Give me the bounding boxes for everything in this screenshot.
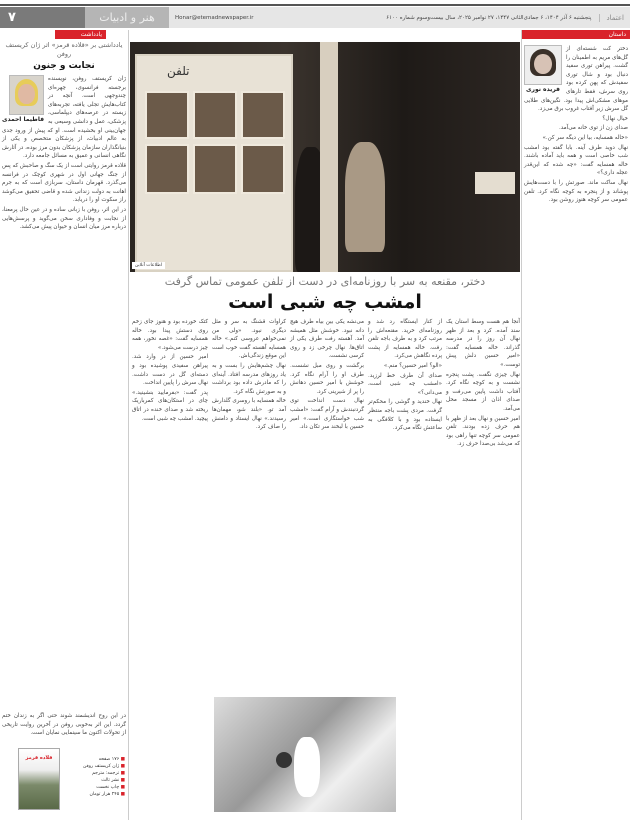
newspaper-logo: اعتماد bbox=[599, 14, 624, 22]
paragraph: کراوات قشنگ به سر و مثل دیگری نبود. «ولی من نمی‌خواهم عروسی کنم.» خاله همسایه آهسته گفت خوب است این موقع زندگی‌اش. bbox=[212, 319, 286, 360]
column-tag-story: داستان bbox=[522, 30, 630, 39]
paragraph: خیال نهال؟ bbox=[602, 115, 628, 122]
note-closing: در این روح اندیشمند شوند حتی اگر به زندان ختم گردد. این اثر به‌خوبی روفن در آخرین روایت تاریخی از تحولات اکنون ما سینمایی نمایان است. bbox=[2, 713, 126, 737]
phone-booth: تلفن bbox=[135, 54, 293, 272]
paragraph: برگشت و روی مبل نشست. طرف او را آرام نگاه کرد. خوشش با امیر حسین دهانش را پر از شیرینی کرد. bbox=[290, 362, 364, 395]
paragraph: «الو؟ امیر حسین؟ منم.» bbox=[383, 362, 442, 369]
doll-photo bbox=[214, 697, 396, 812]
paragraph: نهال ساکت ماند. صورتش را با دست‌هایش پوشاند و از پنجره به کوچه نگاه کرد. تلفن عمومی سر کوچه هنوز روشن بود. bbox=[524, 179, 628, 204]
paragraph: در این اثر، روفن با زبانی ساده و در عین حال پرمعنا، از نجابت و وفاداری سخن می‌گوید و پرسش‌هایی درباره مرز میان انسان و حیوان پیش می‌کشد. bbox=[2, 206, 126, 231]
paragraph: آنجا هم هست وسط استان یک سند آمده. کرد و بعد از ظهر نهال آن روز را در مدرسه گذراند. خاله همسایه گفت: «امیر حسین دلش پیش توست.» bbox=[446, 319, 520, 368]
paragraph: می‌نشه یکی بین بیاه طرف هیچ دانه نبود. خوشش مثل همیشه آمد. آهسته رفت طرف یکی از اتاق‌ها. نهال چرخی زد و روی کرسی نشست. bbox=[290, 319, 364, 360]
photo-credit: اطلاعات آنلاین bbox=[132, 262, 165, 269]
paragraph: امیر حسین و نهال بعد از ظهر با هم حرف زده بودند. تلفن عمومی سر کوچه تنها راهی بود که می‌شد بی‌صدا حرف زد. bbox=[446, 415, 520, 448]
author-photo bbox=[9, 75, 44, 115]
paragraph: ژان کریستف روفن، نویسنده برجسته فرانسوی، چهره‌ای چندوجهی است. آنچه در کتاب‌هایش تجلی یافته، تجربه‌های زیسته در عرصه‌های دیپلماسی، پزشکی، عمل و دانشی وسیعی به جهان‌بینی او بخشیده است. او که پیش از ورود جدی به عالم ادبیات، از پزشکان متخصص و یکی از بنیانگذاران سازمان پزشکان بدون مرز بوده، در آثارش نگاهی انسانی و عمیق به مسائل جامعه دارد. bbox=[1, 76, 126, 160]
page-header bbox=[0, 7, 630, 28]
phone-booth-photo bbox=[130, 42, 520, 272]
column-divider bbox=[521, 30, 522, 820]
column-tag-note: یادداشت bbox=[55, 30, 106, 39]
issue-date: پنجشنبه ۶ آذر ۱۴۰۴، ۶ جمادی‌الثانی ۱۴۴۷، ۲۷ نوامبر ۲۰۲۵، سال بیست‌وسوم شماره ۶۱۰۰ bbox=[386, 14, 592, 21]
article-column bbox=[132, 318, 208, 424]
paragraph: از کنار ایستگاه رد شد و روزنامه‌ای خرید. مقنعه‌اش را مرتب کرد و به طرف باجه تلفن رفت. خاله همسایه از پشت پرده نگاهش می‌کرد. bbox=[368, 319, 442, 360]
paragraph: پدر گفت: «بفرمایید بنشینید.» چای در استکان‌های کمرباریک ریخته شد و صدای خنده در اتاق پیچید. امشب چه شبی است. bbox=[132, 389, 208, 422]
author-box bbox=[2, 75, 44, 124]
column-divider bbox=[128, 30, 129, 820]
book-cover: قلاده قرمز bbox=[18, 748, 60, 810]
paragraph: صدای آن طرف خط لرزید. «امشب چه شبی است، می‌دانی؟» bbox=[368, 372, 442, 396]
email-link[interactable]: Honar@etemadnewspaper.ir bbox=[175, 14, 254, 21]
page-number: ۷ bbox=[0, 7, 85, 28]
paragraph: نهال دست انداخت توی گردنبندش و آرام گفت: «امشب شب خواستگاری است.» امیر حسین با لبخند سر تکان داد. bbox=[290, 398, 364, 431]
note-body bbox=[2, 75, 126, 233]
note-title: نجابت و جنون bbox=[33, 61, 95, 71]
article-column bbox=[368, 318, 442, 434]
article-headline: امشب چه شبی است bbox=[228, 291, 422, 313]
paragraph: نهال خندید و گوشی را محکم‌تر گرفت. مردی پشت باجه منتظر ایستاده بود و با کلافگی به ساعتش نگاه می‌کرد. bbox=[368, 399, 442, 432]
paragraph: قلاده قرمز روایتی است از یک سگ و صاحبش که پس از جنگ جهانی اول در شهری کوچک در فرانسه می‌گذرد. قهرمان داستان، سربازی است که به جرم اهانت به دولت زندانی شده و قاضی تحقیق می‌کوشد راز سکوت او را دریابد. bbox=[2, 162, 126, 204]
paragraph: نهال چیزی نگفت. پشت پنجره نشست و به کوچه نگاه کرد. آفتاب داشت پایین می‌رفت و صدای اذان از مسجد محل می‌آمد. bbox=[446, 371, 520, 412]
author-photo bbox=[524, 45, 562, 85]
paragraph: کتک خورده بود و هنوز جای زخم روی دستش پیدا بود. خاله همسایه گفت: «غصه نخور، همه چیز درست می‌شود.» bbox=[132, 319, 208, 351]
note-kicker: یادداشتی بر «قلاده قرمز» اثر ژان کریستف روفن bbox=[5, 41, 123, 58]
story-body bbox=[524, 45, 628, 206]
header-info-bar bbox=[169, 7, 630, 28]
paragraph: امیر حسین از در وارد شد. پیراهن سفیدی پوشیده بود و دسته‌ای گل در دست داشت. نهال سرش را پایین انداخت. bbox=[132, 354, 208, 387]
paragraph: نهال چشم‌هایش را بست و به یاد روزهای مدرسه افتاد. آینه‌ای را که مادرش داده بود برداشت و به صورتش نگاه کرد. bbox=[212, 362, 286, 395]
article-column bbox=[446, 318, 520, 450]
section-title: هنر و ادبیات bbox=[85, 7, 169, 28]
paragraph: دختر کت شسته‌ای از گل‌های مریم به اطمینان را گشت. پیراهن توری سفید دنبال بود و شال توری سفیدش که پهن کرده بود روی سرش، فقط تارهای موهای مشکی‌اش پیدا بود. نگین‌های طلایی گل سرش زیر آفتاب غروب برق می‌زد. bbox=[524, 46, 628, 113]
top-rule bbox=[0, 4, 630, 6]
book-details: ■ ۱۷۶ صفحه ■ ژان کریستف روفن ■ ترجمه: مترجم ■ نشر ثالث ■ چاپ نخست ■ ۲۴۵ هزار تومان bbox=[65, 756, 125, 798]
article-column bbox=[212, 318, 286, 433]
story-author-name: فریده نوری bbox=[526, 86, 560, 93]
paragraph: نهال دوید طرف آینه. بابا گفته بود امشب شب خاصی است و همه باید آماده باشند. خاله همسایه گفت: «چه شده که این‌قدر عجله داری؟» bbox=[524, 144, 628, 177]
paragraph: «خاله همسایه، بیا این دیگه سر کن.» bbox=[542, 134, 628, 141]
paragraph: صدای زن از توی خانه می‌آمد. bbox=[558, 125, 628, 132]
paragraph: خاله همسایه با روسری گلدارش آمد تو. «بلند شو، مهمان‌ها رسیدند.» نهال ایستاد و دامنش را صاف کرد. bbox=[212, 398, 286, 431]
article-column bbox=[290, 318, 364, 433]
author-name: فاطیما احمدی bbox=[2, 116, 45, 123]
author-box bbox=[524, 45, 562, 94]
article-subtitle: دختر، مقنعه به سر با روزنامه‌ای در دست از تلفن عمومی تماس گرفت bbox=[164, 275, 486, 288]
